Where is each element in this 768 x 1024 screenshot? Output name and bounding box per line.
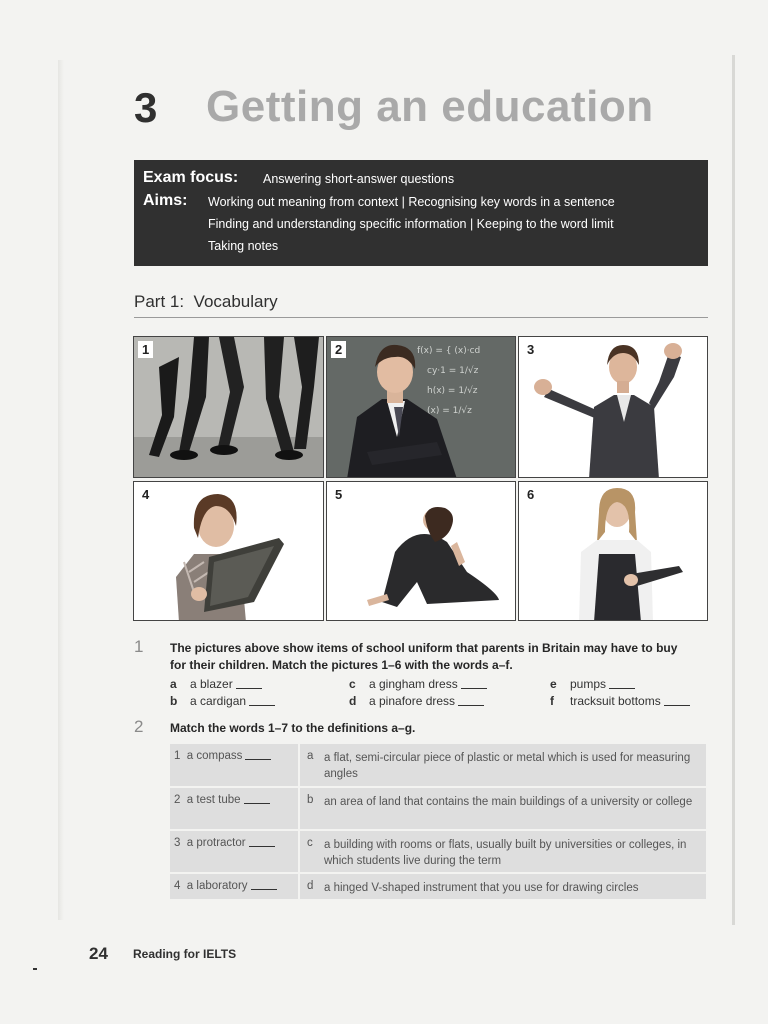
term-text: a compass xyxy=(186,750,243,762)
photo-1-number: 1 xyxy=(138,341,153,358)
photo-1 xyxy=(133,336,324,478)
option-b-text: a cardigan xyxy=(190,694,247,708)
term-number: 3 xyxy=(174,837,181,849)
term-cell xyxy=(170,744,300,786)
exercise-1-number: 1 xyxy=(134,637,144,656)
term-cell xyxy=(170,788,300,829)
option-f-text: tracksuit bottoms xyxy=(570,694,661,708)
term-text: a laboratory xyxy=(186,880,248,892)
answer-blank xyxy=(664,705,690,706)
option-e xyxy=(550,677,635,691)
option-b-letter: b xyxy=(170,694,178,708)
term-number: 2 xyxy=(174,794,181,806)
answer-blank xyxy=(458,705,484,706)
answer-blank xyxy=(249,846,275,847)
exercise-2-instruction: Match the words 1–7 to the definitions a–g. xyxy=(170,721,416,735)
definition-letter: b xyxy=(307,794,314,806)
option-a-letter: a xyxy=(170,677,177,691)
definition-text: a hinged V-shaped instrument that you use for drawing circles xyxy=(324,882,639,894)
table-row xyxy=(170,874,706,899)
aims-line-2: Finding and understanding specific information | Keeping to the word limit xyxy=(208,217,614,231)
photo-3-image xyxy=(519,337,708,478)
photo-2-number: 2 xyxy=(331,341,346,358)
option-f xyxy=(550,694,690,708)
option-b xyxy=(170,694,275,708)
photo-3 xyxy=(518,336,708,478)
definition-letter: d xyxy=(307,880,314,892)
option-d-letter: d xyxy=(349,694,357,708)
photo-2-image xyxy=(327,337,516,478)
photo-5-image xyxy=(327,482,516,621)
photo-6-number: 6 xyxy=(523,486,538,503)
photo-6 xyxy=(518,481,708,621)
table-row xyxy=(170,744,706,786)
term-number: 1 xyxy=(174,750,181,762)
photo-4-number: 4 xyxy=(138,486,153,503)
table-row xyxy=(170,831,706,872)
definition-text: an area of land that contains the main buildings of a university or college xyxy=(324,796,693,808)
answer-blank xyxy=(244,803,270,804)
exam-focus-text: Answering short-answer questions xyxy=(263,172,455,186)
option-c-letter: c xyxy=(349,677,356,691)
definition-letter: a xyxy=(307,750,314,762)
photo-1-image xyxy=(134,337,324,478)
answer-blank xyxy=(245,759,271,760)
option-f-letter: f xyxy=(550,694,554,708)
definition-text: a flat, semi-circular piece of plastic or metal which is used for measuring angles xyxy=(324,752,691,780)
term-text: a protractor xyxy=(186,837,246,849)
answer-blank xyxy=(609,688,635,689)
photo-2 xyxy=(326,336,516,478)
photo-5 xyxy=(326,481,516,621)
answer-blank xyxy=(251,889,277,890)
term-text: a test tube xyxy=(186,794,241,806)
chapter-number: 3 xyxy=(134,84,158,131)
aims-line-1: Working out meaning from context | Recognising key words in a sentence xyxy=(208,195,615,209)
part-title: Vocabulary xyxy=(193,292,278,311)
svg-text:cy·1 = 1/√z: cy·1 = 1/√z xyxy=(427,366,479,376)
definition-letter: c xyxy=(307,837,313,849)
part-divider xyxy=(134,317,708,318)
svg-text:(x) = 1/√z: (x) = 1/√z xyxy=(427,406,472,416)
page-number: 24 xyxy=(89,944,108,963)
answer-blank xyxy=(461,688,487,689)
photo-4-image xyxy=(134,482,324,621)
part-heading xyxy=(134,292,278,312)
exam-focus-label: Exam focus: xyxy=(143,169,239,186)
svg-text:f(x) = { (x)·cd: f(x) = { (x)·cd xyxy=(417,346,481,356)
exercise-1-line-1: The pictures above show items of school uniform that parents in Britain may have to buy xyxy=(170,641,678,655)
photo-3-number: 3 xyxy=(523,341,538,358)
table-row xyxy=(170,788,706,829)
option-a xyxy=(170,677,262,691)
photo-4 xyxy=(133,481,324,621)
exam-focus-box xyxy=(134,160,708,266)
exercise-2-number: 2 xyxy=(134,717,144,736)
scan-mark xyxy=(33,968,37,970)
option-d xyxy=(349,694,484,708)
page-gutter-shadow xyxy=(58,60,64,920)
chapter-title: Getting an education xyxy=(206,82,654,131)
aims-line-3: Taking notes xyxy=(208,239,279,253)
exercise-1-line-2: for their children. Match the pictures 1–6 with the words a–f. xyxy=(170,658,513,672)
running-footer-title: Reading for IELTS xyxy=(133,947,237,961)
term-number: 4 xyxy=(174,880,181,892)
photo-6-image xyxy=(519,482,708,621)
option-e-letter: e xyxy=(550,677,557,691)
option-c xyxy=(349,677,487,691)
option-a-text: a blazer xyxy=(190,677,233,691)
svg-text:h(x) = 1/√z: h(x) = 1/√z xyxy=(427,386,478,396)
definition-text: a building with rooms or flats, usually built by universities or colleges, in which students live during the term xyxy=(324,839,687,867)
part-label: Part 1: xyxy=(134,292,185,311)
aims-label: Aims: xyxy=(143,192,188,209)
term-cell xyxy=(170,874,300,899)
term-cell xyxy=(170,831,300,872)
option-e-text: pumps xyxy=(570,677,607,691)
option-d-text: a pinafore dress xyxy=(369,694,456,708)
page-edge xyxy=(732,55,735,925)
answer-blank xyxy=(236,688,262,689)
option-c-text: a gingham dress xyxy=(369,677,458,691)
answer-blank xyxy=(249,705,275,706)
photo-5-number: 5 xyxy=(331,486,346,503)
